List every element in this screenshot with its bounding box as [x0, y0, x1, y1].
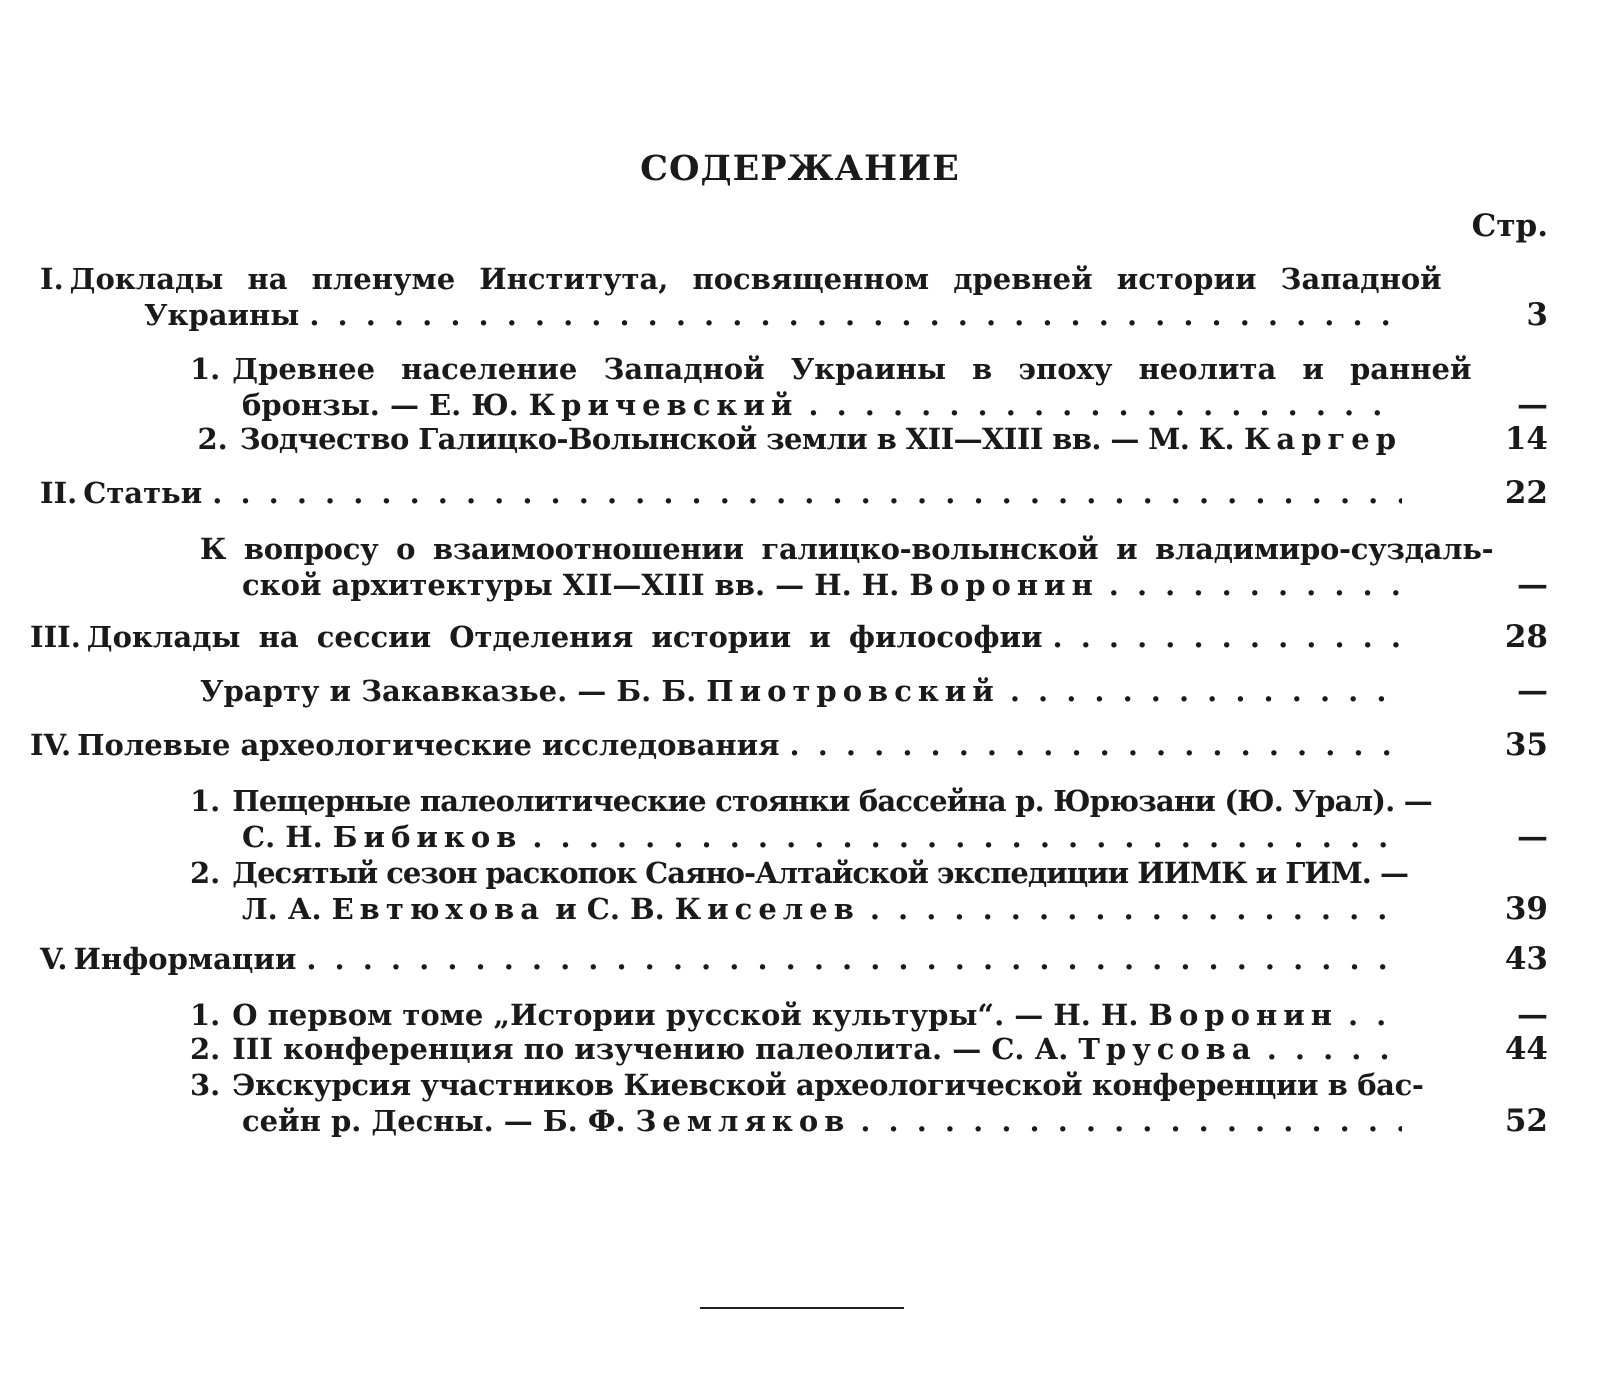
entry-number: 3. [190, 1068, 221, 1102]
dot-leader [1010, 674, 1402, 708]
page-title: СОДЕРЖАНИЕ [640, 148, 960, 189]
entry-title-line: сейн р. Десны. — Б. Ф. [242, 1104, 626, 1138]
section-title-line: Полевые археологические исследования [77, 728, 780, 762]
page-column-label: Стр. [1471, 208, 1548, 244]
entry-author: Воронин [1148, 998, 1338, 1032]
entry-title-line: С. Н. [242, 820, 323, 854]
entry-author: Кричевский [528, 388, 799, 422]
section-number: I. [40, 262, 64, 296]
entry-title-line: Экскурсия участников Киевской археологической конференции в бас- [232, 1068, 1424, 1102]
entry-number: 1. [190, 784, 221, 818]
entry-title-line: ской архитектуры XII—XIII вв. — Н. Н. [242, 568, 900, 602]
entry-author: Бибиков [332, 820, 523, 854]
page-number: 44 [1504, 1031, 1548, 1067]
entry-title-line: Десятый сезон раскопок Саяно-Алтайской экспедиции ИИМК и ГИМ. — [232, 856, 1408, 890]
section-title-line: Информации [73, 942, 297, 976]
section-title-line: Украины [144, 298, 300, 332]
toc-entry [190, 1068, 1424, 1104]
section-title-line: Статьи [83, 476, 203, 510]
section-title-line: Доклады на сессии Отделения истории и философии [86, 620, 1043, 654]
toc-section-title [30, 728, 1402, 764]
toc-section-title [40, 262, 1440, 298]
section-number: III. [30, 620, 81, 654]
toc-entry [190, 352, 1472, 388]
entry-title-line: Пещерные палеолитические стоянки бассейна р. Юрюзани (Ю. Урал). — [232, 784, 1432, 818]
entry-author: Киселев [674, 892, 860, 926]
toc-entry [242, 1104, 1402, 1140]
toc-section-title [40, 476, 1402, 512]
toc-entry [242, 568, 1402, 604]
entry-title-line: Л. А. [242, 892, 322, 926]
section-number: V. [40, 942, 68, 976]
toc-section-title [144, 298, 1402, 334]
dot-leader [860, 1104, 1402, 1138]
entry-title-line: бронзы. — Е. Ю. [242, 388, 519, 422]
dot-leader [790, 728, 1402, 762]
toc-entry [200, 532, 1494, 568]
page-number: — [1517, 567, 1548, 603]
page-number: 3 [1526, 297, 1548, 333]
entry-author: Евтюхова [331, 892, 546, 926]
page-number: 52 [1504, 1103, 1548, 1139]
entry-title-line: Урарту и Закавказье. — Б. Б. [200, 674, 697, 708]
page-number: 14 [1504, 421, 1548, 457]
dot-leader [1267, 1032, 1402, 1066]
entry-author: Пиотровский [706, 674, 1000, 708]
toc-section-title [40, 942, 1402, 978]
entry-title-line: Древнее население Западной Украины в эпоху неолита и ранней [232, 352, 1472, 386]
dot-leader [808, 388, 1402, 422]
toc-entry [242, 892, 1402, 928]
page-number: — [1517, 819, 1548, 855]
entry-number: 2. [190, 856, 221, 890]
toc-entry [200, 674, 1402, 710]
entry-title-line: О первом томе „Истории русской культуры“. — Н. Н. [232, 998, 1139, 1032]
page-number: 35 [1504, 727, 1548, 763]
page-number: 39 [1504, 891, 1548, 927]
entry-title-line: К вопросу о взаимоотношении галицко-волынской и владимиро-суздаль- [200, 532, 1494, 566]
dot-leader [309, 298, 1402, 332]
page-number: — [1517, 387, 1548, 423]
entry-title-line: Зодчество Галицко-Волынской земли в XII—XIII вв. — М. К. [239, 422, 1235, 456]
entry-author: Земляков [635, 1104, 851, 1138]
dot-leader [306, 942, 1402, 976]
toc-entry [190, 1032, 1402, 1068]
toc-entry [242, 820, 1402, 856]
entry-author: Каргер [1244, 422, 1402, 456]
dot-leader [532, 820, 1402, 854]
entry-number: 1. [190, 352, 221, 386]
entry-author: Трусова [1078, 1032, 1257, 1066]
page-number: 43 [1504, 941, 1548, 977]
page-number: — [1517, 997, 1548, 1033]
dot-leader [1109, 568, 1402, 602]
toc-section-title [30, 620, 1402, 656]
entry-title-line: III конференция по изучению палеолита. — С. А. [232, 1032, 1069, 1066]
dot-leader [1348, 998, 1402, 1032]
page-number: 22 [1504, 475, 1548, 511]
toc-entry [242, 388, 1402, 424]
entry-number: 1. [190, 998, 221, 1032]
section-number: II. [40, 476, 78, 510]
entry-author: Воронин [909, 568, 1099, 602]
page-number: 28 [1504, 619, 1548, 655]
page-number: — [1517, 673, 1548, 709]
bottom-divider-rule [700, 1307, 904, 1309]
entry-number: 2. [190, 1032, 221, 1066]
toc-entry [190, 998, 1402, 1034]
section-number: IV. [30, 728, 72, 762]
dot-leader [1053, 620, 1402, 654]
dot-leader [212, 476, 1402, 510]
section-title-line: Доклады на пленуме Института, посвященном древней истории Западной [69, 262, 1442, 296]
toc-entry [190, 856, 1408, 892]
toc-entry [190, 422, 1402, 458]
dot-leader [870, 892, 1402, 926]
entry-number: 2. [197, 422, 228, 456]
toc-entry [190, 784, 1432, 820]
entry-author-joiner: и С. В. [545, 892, 675, 926]
